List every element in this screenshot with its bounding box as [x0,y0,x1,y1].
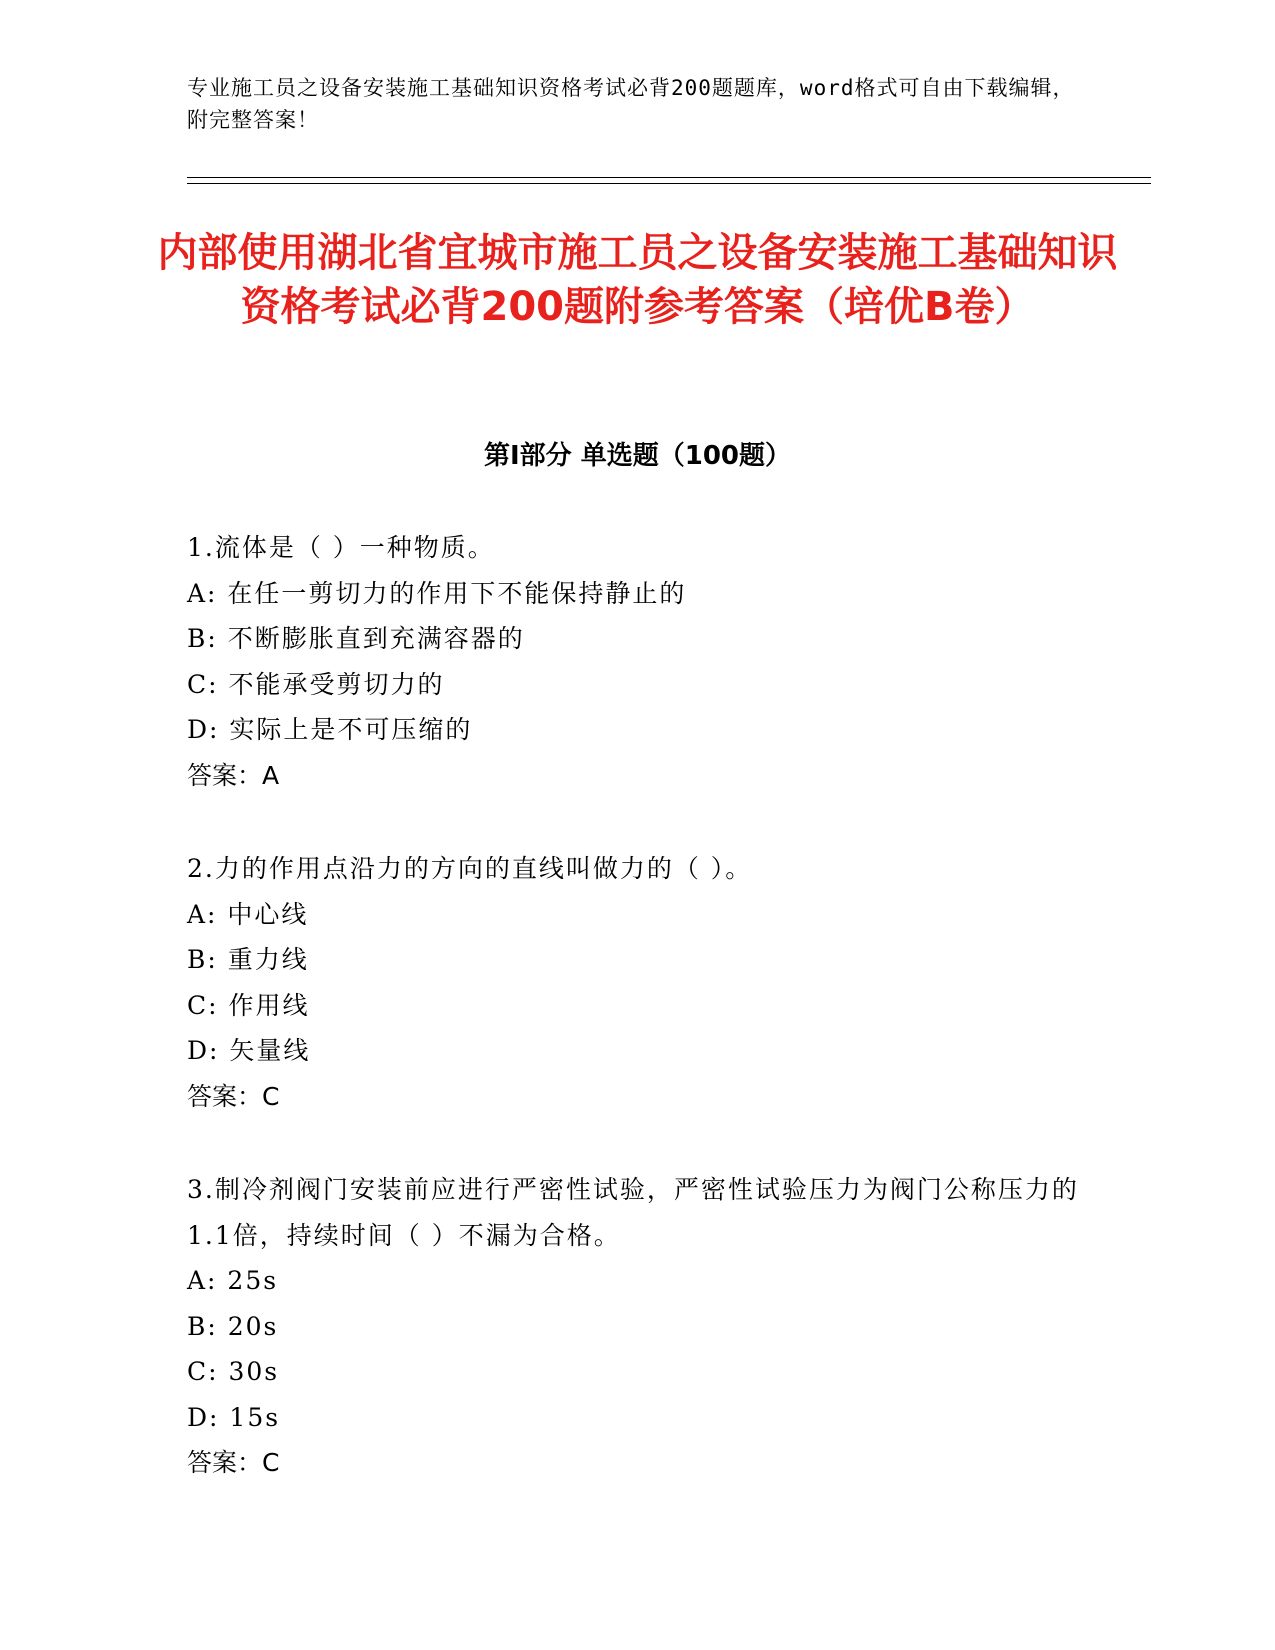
option-b: B: 20s [187,1311,279,1341]
option-a: A: 25s [187,1266,279,1295]
option-b: B: 不断膨胀直到充满容器的 [187,624,525,653]
option-b: B: 重力线 [187,945,309,974]
option-a: A: 在任一剪切力的作用下不能保持静止的 [187,578,687,608]
question-list [187,525,1087,1534]
question-item [187,525,1087,798]
question-stem: 2.力的作用点沿力的方向的直线叫做力的（ ）。 [187,854,753,883]
option-d: D: 矢量线 [187,1036,311,1065]
option-d: D: 15s [187,1402,281,1432]
option-c: C: 作用线 [187,990,310,1020]
option-c: C: 不能承受剪切力的 [187,669,445,699]
header-divider-bottom [187,183,1151,184]
section-heading: 第I部分 单选题（100题） [484,441,791,471]
answer: 答案：A [187,760,280,790]
answer: 答案：C [187,1448,280,1477]
document-title: 内部使用湖北省宜城市施工员之设备安装施工基础知识资格考试必背200题附参考答案（培优B卷） [157,230,1118,330]
header-divider-top [187,177,1151,178]
option-d: D: 实际上是不可压缩的 [187,715,473,744]
question-stem: 1.流体是（ ）一种物质。 [187,533,495,562]
question-stem: 3.制冷剂阀门安装前应进行严密性试验，严密性试验压力为阀门公称压力的1.1倍，持续时间（ ）不漏为合格。 [187,1175,1079,1250]
question-item [187,1167,1087,1486]
option-c: C: 30s [187,1357,280,1386]
header-note: 专业施工员之设备安装施工基础知识资格考试必背200题题库，word格式可自由下载编辑，附完整答案！ [187,76,1075,132]
option-a: A: 中心线 [187,899,309,929]
question-item [187,846,1087,1119]
answer: 答案：C [187,1081,280,1111]
